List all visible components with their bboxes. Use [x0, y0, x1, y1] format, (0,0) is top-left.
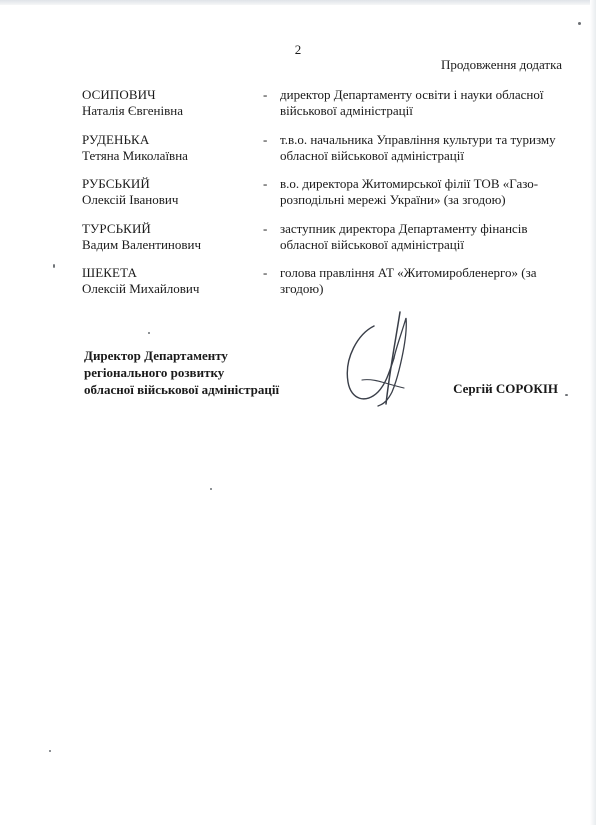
member-role: в.о. директора Житомирської філії ТОВ «Газо-розподільні мережі України» (за згодою) — [280, 176, 539, 207]
member-dash: - — [263, 87, 268, 102]
member-role: заступник директора Департаменту фінансів обласної військової адміністрації — [280, 220, 528, 252]
handwritten-signature — [338, 308, 418, 413]
member-role: т.в.о. начальника Управління культури та туризму обласної військової адміністрації — [280, 131, 556, 163]
member-entry — [82, 87, 572, 119]
member-names — [82, 265, 263, 297]
member-entry — [82, 221, 572, 253]
scan-speck — [148, 332, 150, 334]
member-entry — [82, 132, 572, 164]
scan-edge-right — [590, 0, 596, 825]
member-surname: ТУРСЬКИЙ — [82, 220, 151, 236]
member-surname: ШЕКЕТА — [82, 265, 137, 280]
scan-speck — [53, 264, 55, 268]
member-role: директор Департаменту освіти і науки обласної військової адміністрації — [280, 87, 544, 118]
member-surname: ОСИПОВИЧ — [82, 87, 156, 102]
scan-speck — [49, 750, 51, 752]
member-dash: - — [263, 265, 268, 280]
scan-speck — [210, 488, 212, 490]
page-number: 2 — [294, 42, 302, 57]
member-given-name: Тетяна Миколаївна — [82, 147, 188, 163]
signatory-position-line: регіонального розвитку — [84, 365, 225, 380]
scan-speck — [578, 22, 581, 25]
members-list — [82, 87, 572, 310]
member-names — [82, 87, 263, 119]
member-given-name: Наталія Євгенівна — [82, 103, 183, 118]
member-names — [82, 132, 263, 164]
member-entry — [82, 176, 572, 208]
signer-name: Сергій СОРОКІН — [453, 381, 558, 396]
signatory-position — [84, 347, 279, 398]
member-names — [82, 221, 263, 253]
signatory-position-line: обласної військової адміністрації — [84, 382, 280, 397]
member-names — [82, 176, 263, 208]
member-role: голова правління АТ «Житомиробленерго» (за згодою) — [280, 265, 537, 296]
member-dash: - — [263, 220, 268, 236]
member-given-name: Вадим Валентинович — [82, 236, 201, 252]
scan-edge-top — [0, 0, 596, 5]
signatory-position-line: Директор Департаменту — [84, 348, 228, 363]
member-given-name: Олексій Михайлович — [82, 281, 200, 296]
member-dash: - — [263, 131, 268, 147]
scan-speck — [565, 394, 568, 396]
member-surname: РУБСЬКИЙ — [82, 176, 150, 191]
member-dash: - — [263, 176, 268, 191]
continuation-label: Продовження додатка — [441, 57, 562, 72]
member-entry — [82, 265, 572, 297]
member-given-name: Олексій Іванович — [82, 192, 179, 207]
member-surname: РУДЕНЬКА — [82, 131, 150, 147]
